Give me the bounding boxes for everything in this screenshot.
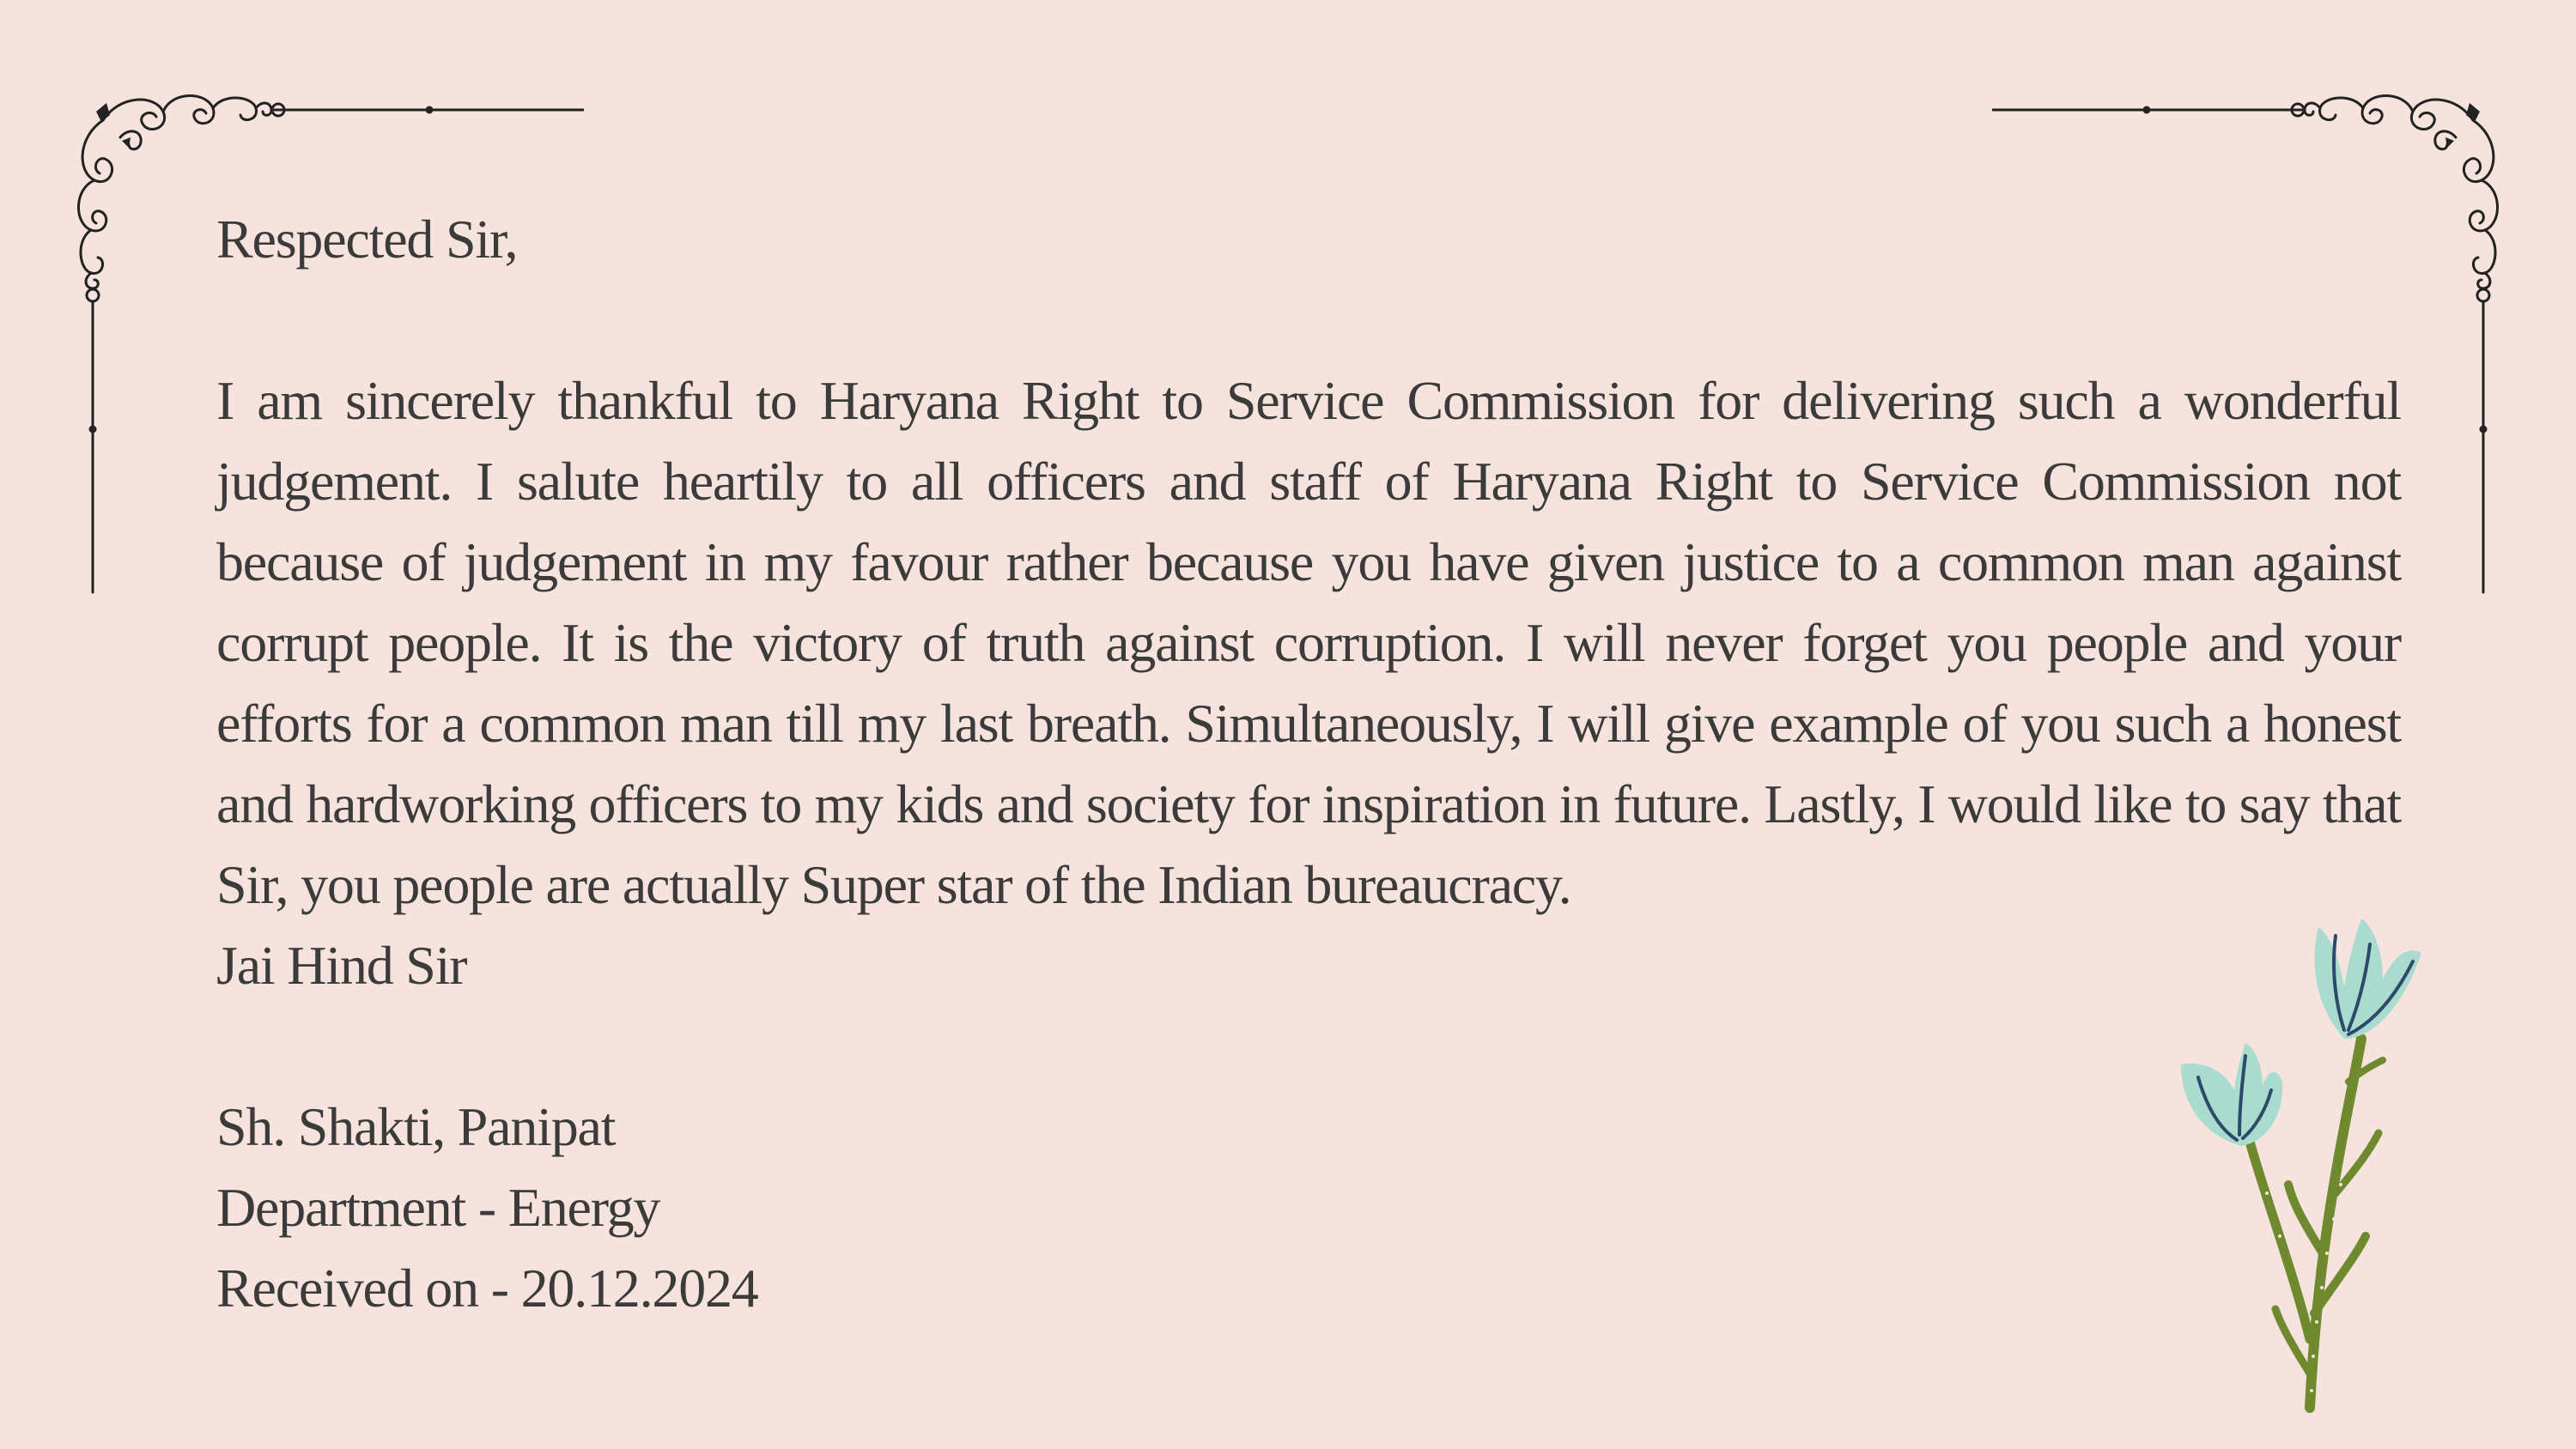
salutation: Respected Sir,: [216, 209, 518, 270]
sender-department: Department - Energy: [216, 1177, 660, 1238]
received-date: Received on - 20.12.2024: [216, 1258, 758, 1319]
tulip-flower-icon: [2172, 910, 2447, 1425]
closing-line: Jai Hind Sir: [216, 935, 467, 996]
letter: [216, 199, 2401, 1329]
sender-name: Sh. Shakti, Panipat: [216, 1096, 616, 1157]
letter-body: I am sincerely thankful to Haryana Right to Service Commission for delivering such a wonderful judgement. I salute heartily to all officers and staff of Haryana Right to Service Commission not because of judgement in my favour rather because you have given justice to a common man against corrupt people. It is the victory of truth against corruption. I will never forget you people and your efforts for a common man till my last breath. Simultaneously, I will give example of you such a honest and hardworking officers to my kids and society for inspiration in future. Lastly, I would like to say that Sir, you people are actually Super star of the Indian bureaucracy.: [216, 370, 2401, 915]
